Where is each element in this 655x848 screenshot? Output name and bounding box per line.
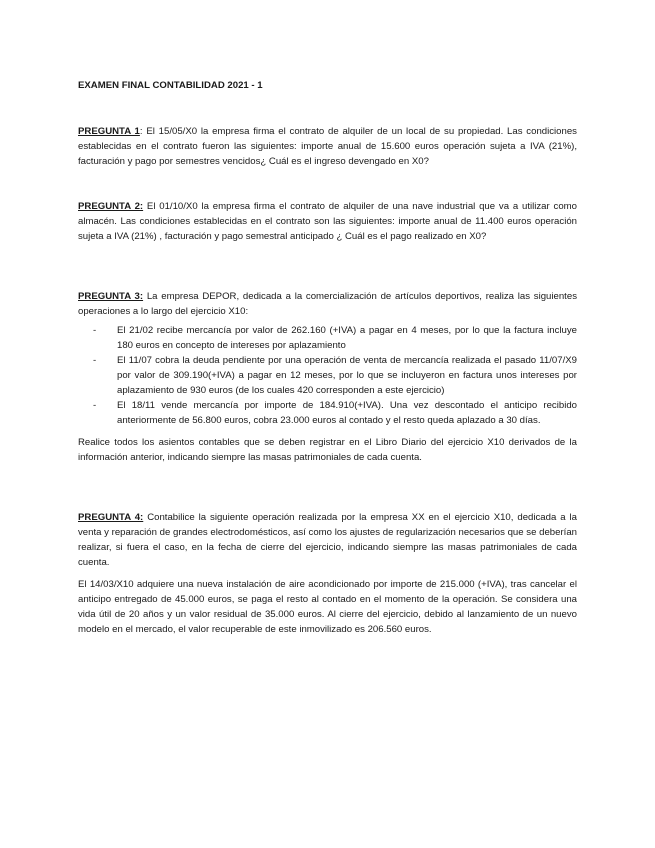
question-text: La empresa DEPOR, dedicada a la comercialización de artículos deportivos, realiza las siguientes operaciones a lo largo del ejercicio X10: xyxy=(78,291,577,317)
list-item: - El 18/11 vende mercancía por importe de 184.910(+IVA). Una vez descontado el anticipo recibido anteriormente de 56.800 euros, cobra 23.000 euros al contado y el resto queda aplazado a 30 días. xyxy=(93,400,577,426)
question-case: El 14/03/X10 adquiere una nueva instalación de aire acondicionado por importe de 215.000 (+IVA), tras cancelar el anticipo entregado de 45.000 euros, se paga el resto al contado en el momento de la operación. Se considera una vida útil de 20 años y un valor residual de 35.000 euros. Al cierre del ejercicio, debido al lanzamiento de un nuevo modelo en el mercado, el valor recuperable de este inmovilizado es 206.560 euros. xyxy=(78,579,577,635)
operations-list xyxy=(78,323,577,428)
question-4 xyxy=(78,510,577,637)
question-text: Contabilice la siguiente operación realizada por la empresa XX en el ejercicio X10, dedicada a la venta y reparación de grandes electrodomésticos, así como los ajustes de regularización necesarios que se deberían realizar, si fuera el caso, en la fecha de cierre del ejercicio, indicando siempre las masas patrimoniales de cada cuenta. xyxy=(78,512,578,568)
list-item: - El 11/07 cobra la deuda pendiente por una operación de venta de mercancía realizada el pasado 11/07/X9 por valor de 309.190(+IVA) a pagar en 12 meses, por lo que se incluyeron en factura unos intereses por aplazamiento de 930 euros (de los cuales 420 corresponden a este ejercicio) xyxy=(93,355,577,396)
question-1: PREGUNTA 1: El 15/05/X0 la empresa firma el contrato de alquiler de un local de su propiedad. Las condiciones establecidas en el contrato fueron las siguientes: importe anual de 15.600 euros operación sujeta a IVA (21%), facturación y pago por semestres vencidos¿ Cuál es el ingreso devengado en X0? xyxy=(78,126,577,167)
exam-title: EXAMEN FINAL CONTABILIDAD 2021 - 1 xyxy=(78,80,263,91)
question-label: PREGUNTA 1 xyxy=(78,126,140,137)
question-label: PREGUNTA 4: xyxy=(78,512,144,523)
question-label: PREGUNTA 3: xyxy=(78,291,144,302)
list-item: - El 21/02 recibe mercancía por valor de 262.160 (+IVA) a pagar en 4 meses, por lo que la factura incluye 180 euros en concepto de intereses por aplazamiento xyxy=(93,325,577,351)
question-3 xyxy=(78,289,577,465)
question-instruction: Realice todos los asientos contables que se deben registrar en el Libro Diario del ejercicio X10 derivados de la información anterior, indicando siempre las masas patrimoniales de cada cuenta. xyxy=(78,437,577,463)
question-text: El 01/10/X0 la empresa firma el contrato de alquiler de una nave industrial que va a utilizar como almacén. Las condiciones establecidas en el contrato son las siguientes: importe anual de 11.400 euros operación sujeta a IVA (21%) , facturación y pago semestral anticipado ¿ Cuál es el pago realizado en X0? xyxy=(78,201,577,242)
question-label: PREGUNTA 2: xyxy=(78,201,144,212)
question-text: El 15/05/X0 la empresa firma el contrato de alquiler de un local de su propiedad. Las condiciones establecidas en el contrato fueron las siguientes: importe anual de 15.600 euros operación sujeta a IVA (21%), facturación y pago por semestres vencidos¿ Cuál es el ingreso devengado en X0? xyxy=(78,126,577,167)
question-2 xyxy=(78,199,577,244)
